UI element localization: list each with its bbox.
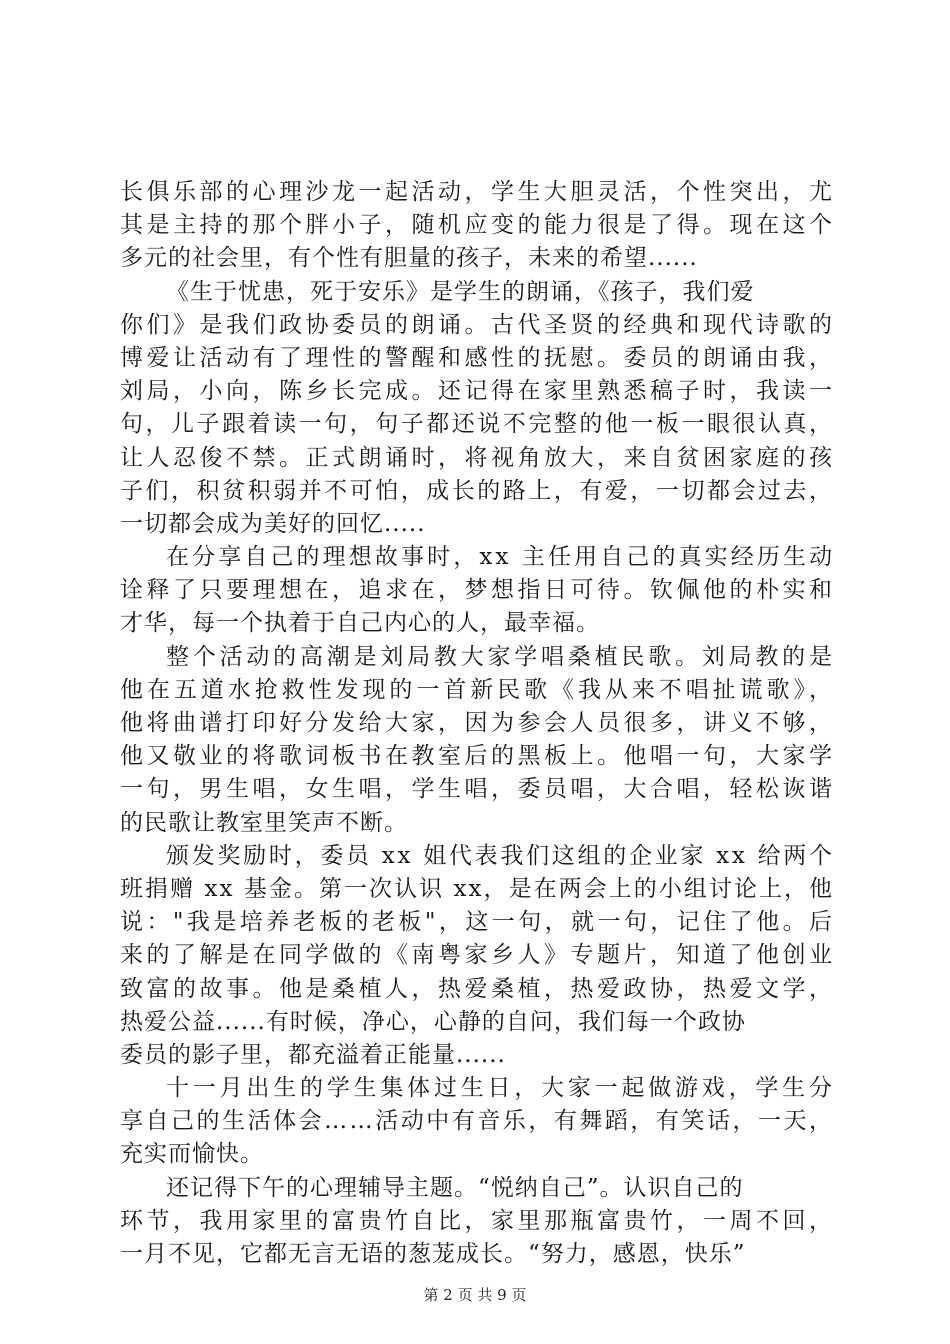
- text-line: 让人忍俊不禁。正式朗诵时，将视角放大，来自贫困家庭的孩: [120, 444, 836, 471]
- text-line: 他在五道水抢救性发现的一首新民歌《我从来不唱扯谎歌》，: [120, 676, 836, 703]
- page-footer: 第 2 页 共 9 页: [423, 1286, 527, 1304]
- text-line: 长俱乐部的心理沙龙一起活动，学生大胆灵活，个性突出，尤: [120, 179, 836, 205]
- text-line: 一句，男生唱，女生唱，学生唱，委员唱，大合唱，轻松诙谐: [120, 776, 836, 803]
- text-line: 环节，我用家里的富贵竹自比，家里那瓶富贵竹，一周不回，: [120, 1207, 836, 1234]
- text-line: 的民歌让教室里笑声不断。: [120, 809, 408, 836]
- text-line: 你们》是我们政协委员的朗诵。古代圣贤的经典和现代诗歌的: [120, 311, 836, 338]
- text-line: 在分享自己的理想故事时，xx 主任用自己的真实经历生动: [166, 544, 836, 571]
- text-line: 一切都会成为美好的回忆.....: [120, 510, 426, 537]
- text-line: 委员的影子里，都充溢着正能量......: [120, 1041, 506, 1068]
- text-line: 他将曲谱打印好分发给大家，因为参会人员很多，讲义不够，: [120, 710, 836, 736]
- text-line: 享自己的生活体会……活动中有音乐，有舞蹈，有笑话，一天，: [120, 1108, 835, 1135]
- text-line: 多元的社会里，有个性有胆量的孩子，未来的希望......: [120, 245, 698, 272]
- text-line: 整个活动的高潮是刘局教大家学唱桑植民歌。刘局教的是: [166, 643, 836, 670]
- text-line: 《生于忧患，死于安乐》是学生的朗诵，《孩子，我们爱: [166, 278, 755, 305]
- text-line: 博爱让活动有了理性的警醒和感性的抚慰。委员的朗诵由我，: [120, 344, 836, 371]
- text-line: 致富的故事。他是桑植人，热爱桑植，热爱政协，热爱文学，: [120, 975, 836, 1002]
- text-line: 十一月出生的学生集体过生日，大家一起做游戏，学生分: [166, 1075, 836, 1102]
- text-line: 他又敬业的将歌词板书在教室后的黑板上。他唱一句，大家学: [120, 743, 836, 770]
- text-line: 来的了解是在同学做的《南粤家乡人》专题片，知道了他创业: [120, 942, 836, 969]
- text-line: 刘局，小向，陈乡长完成。还记得在家里熟悉稿子时，我读一: [120, 378, 836, 405]
- document-body: [120, 176, 836, 1271]
- text-line: 句，儿子跟着读一句，句子都还说不完整的他一板一眼很认真，: [120, 411, 835, 438]
- text-line: 其是主持的那个胖小子，随机应变的能力很是了得。现在这个: [120, 212, 836, 239]
- text-line: 颁发奖励时，委员 xx 姐代表我们这组的企业家 xx 给两个: [166, 842, 835, 869]
- text-line: 还记得下午的心理辅导主题。“悦纳自己”。认识自己的: [166, 1174, 744, 1201]
- text-line: 才华，每一个执着于自己内心的人，最幸福。: [120, 610, 600, 637]
- text-line: 一月不见，它都无言无语的葱茏成长。“努力，感恩，快乐”: [120, 1241, 746, 1267]
- text-line: 充实而愉快。: [120, 1141, 264, 1168]
- text-line: 说："我是培养老板的老板"，这一句，就一句，记住了他。后: [120, 909, 836, 936]
- text-line: 子们，积贫积弱并不可怕，成长的路上，有爱，一切都会过去，: [120, 477, 835, 504]
- text-line: 热爱公益......有时候，净心，心静的自问，我们每一个政协: [120, 1008, 746, 1035]
- text-line: 诠释了只要理想在，追求在，梦想指日可待。钦佩他的朴实和: [120, 577, 836, 604]
- text-line: 班捐赠 xx 基金。第一次认识 xx，是在两会上的小组讨论上，他: [120, 875, 835, 902]
